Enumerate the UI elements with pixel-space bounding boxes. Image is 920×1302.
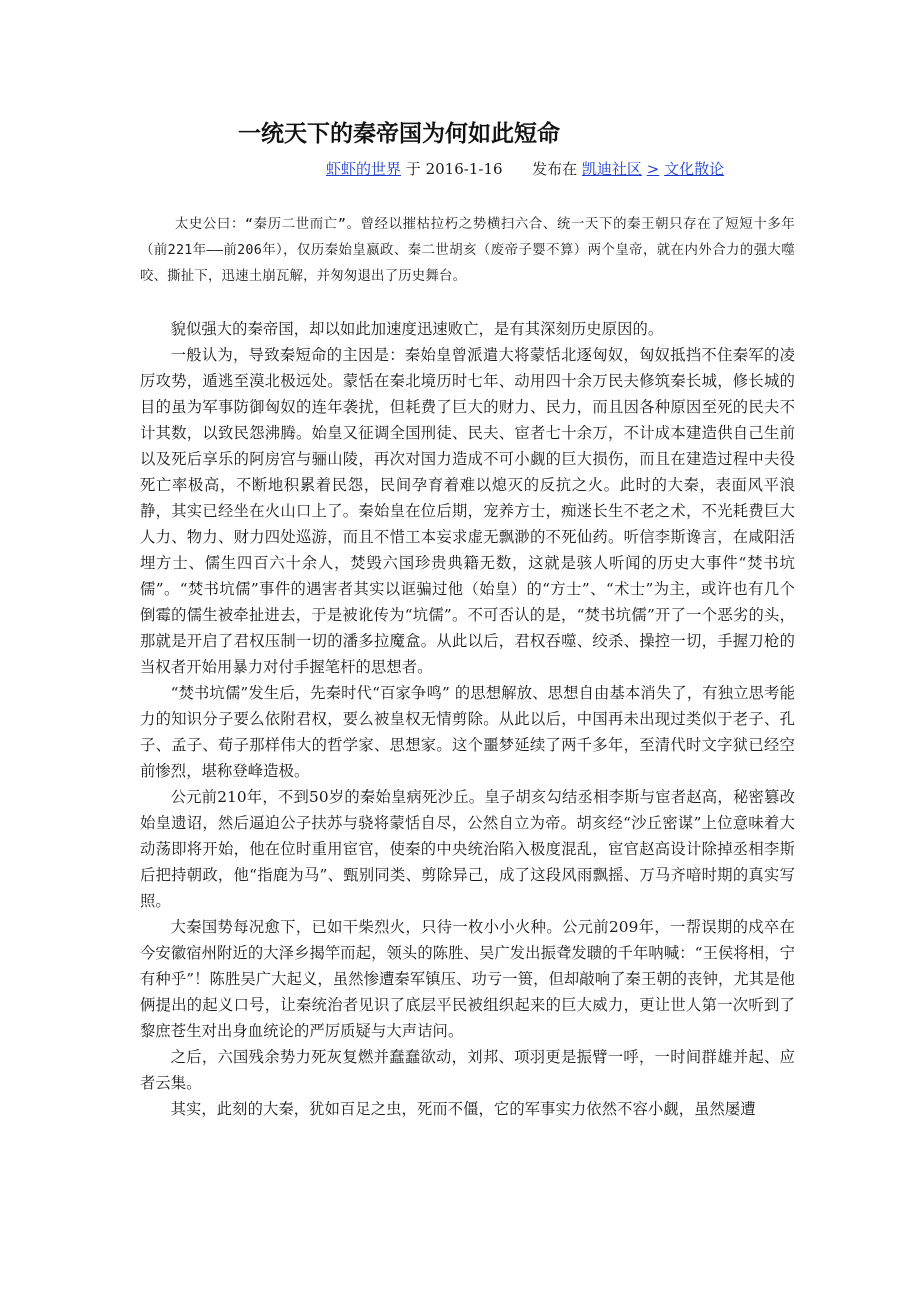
post-date: 2016-1-16 xyxy=(425,160,503,178)
article-body xyxy=(140,316,795,1122)
article-title: 一统天下的秦帝国为何如此短命 xyxy=(238,121,560,147)
author-link[interactable]: 虾虾的世界 xyxy=(326,160,402,178)
community-link[interactable]: 凯迪社区 xyxy=(581,160,642,178)
intro-quote: 太史公曰：“秦历二世而亡”。曾经以摧枯拉朽之势横扫六合、统一天下的秦王朝只存在了短短十多年（前221年——前206年），仅历秦始皇嬴政、秦二世胡亥（废帝子婴不算）两个皇帝，就在内外合力的强大噬咬、撕扯下，迅速土崩瓦解，并匆匆退出了历史舞台。 xyxy=(140,217,795,284)
body-paragraph: 貌似强大的秦帝国，却以如此加速度迅速败亡，是有其深刻历史原因的。 xyxy=(170,320,664,338)
body-paragraph: 其实，此刻的大秦，犹如百足之虫，死而不僵，它的军事实力依然不容小觑，虽然屡遭 xyxy=(170,1100,756,1118)
breadcrumb-separator[interactable]: > xyxy=(646,160,660,178)
body-paragraph: 公元前210年，不到50岁的秦始皇病死沙丘。皇子胡亥勾结丞相李斯与宦者赵高，秘密篡改始皇遗诏，然后逼迫公子扶苏与骁将蒙恬自尽，公然自立为帝。胡亥经“沙丘密谋”上位意味着大动荡即将开始，他在位时重用宦官，使秦的中央统治陷入极度混乱，宦官赵高设计除掉丞相李斯后把持朝政，他“指鹿为马”、甄别同类、剪除异己，成了这段风雨飘摇、万马齐喑时期的真实写照。 xyxy=(140,788,795,910)
posted-at-label: 于 xyxy=(405,160,421,178)
body-paragraph: 之后，六国残余势力死灰复燃并蠢蠢欲动，刘邦、项羽更是振臂一呼，一时间群雄并起、应者云集。 xyxy=(140,1048,795,1092)
article xyxy=(140,118,795,1122)
body-paragraph: “焚书坑儒”发生后，先秦时代“百家争鸣” 的思想解放、思想自由基本消失了，有独立思考能力的知识分子要么依附君权，要么被皇权无情剪除。从此以后，中国再未出现过类似于老子、孔子、孟子、荀子那样伟大的哲学家、思想家。这个噩梦延续了两千多年，至清代时文字狱已经空前惨烈，堪称登峰造极。 xyxy=(140,684,795,780)
article-meta xyxy=(326,158,795,180)
section-link[interactable]: 文化散论 xyxy=(664,160,725,178)
published-in-label: 发布在 xyxy=(532,160,578,178)
body-paragraph: 大秦国势每况愈下，已如干柴烈火，只待一枚小小火种。公元前209年，一帮误期的戍卒在今安徽宿州附近的大泽乡揭竿而起，领头的陈胜、吴广发出振聋发聩的千年呐喊：“王侯将相，宁有种乎”！陈胜吴广大起义，虽然惨遭秦军镇压、功亏一篑，但却敲响了秦王朝的丧钟，尤其是他俩提出的起义口号，让秦统治者见识了底层平民被组织起来的巨大威力，更让世人第一次听到了黎庶苍生对出身血统论的严厉质疑与大声诘问。 xyxy=(140,918,795,1040)
body-paragraph: 一般认为，导致秦短命的主因是：秦始皇曾派遣大将蒙恬北逐匈奴，匈奴抵挡不住秦军的凌厉攻势，遁逃至漠北极远处。蒙恬在秦北境历时七年、动用四十余万民夫修筑秦长城，修长城的目的虽为军事防御匈奴的连年袭扰，但耗费了巨大的财力、民力，而且因各种原因至死的民夫不计其数，以致民怨沸腾。始皇又征调全国刑徒、民夫、宦者七十余万，不计成本建造供自己生前以及死后享乐的阿房宫与骊山陵，再次对国力造成不可小觑的巨大损伤，而且在建造过程中夫役死亡率极高，不断地积累着民怨，民间孕育着难以熄灭的反抗之火。此时的大秦，表面风平浪静，其实已经坐在火山口上了。秦始皇在位后期，宠养方士，痴迷长生不老之术，不光耗费巨大人力、物力、财力四处巡游，而且不惜工本妄求虚无飘渺的不死仙药。听信李斯谗言，在咸阳活埋方士、儒生四百六十余人，焚毁六国珍贵典籍无数，这就是骇人听闻的历史大事件“焚书坑儒”。“焚书坑儒”事件的遇害者其实以诓骗过他（始皇）的“方士”、“术士”为主，或许也有几个倒霉的儒生被牵扯进去，于是被讹传为“坑儒”。不可否认的是，“焚书坑儒”开了一个恶劣的头，那就是开启了君权压制一切的潘多拉魔盒。从此以后，君权吞噬、绞杀、操控一切，手握刀枪的当权者开始用暴力对付手握笔杆的思想者。 xyxy=(140,346,795,676)
